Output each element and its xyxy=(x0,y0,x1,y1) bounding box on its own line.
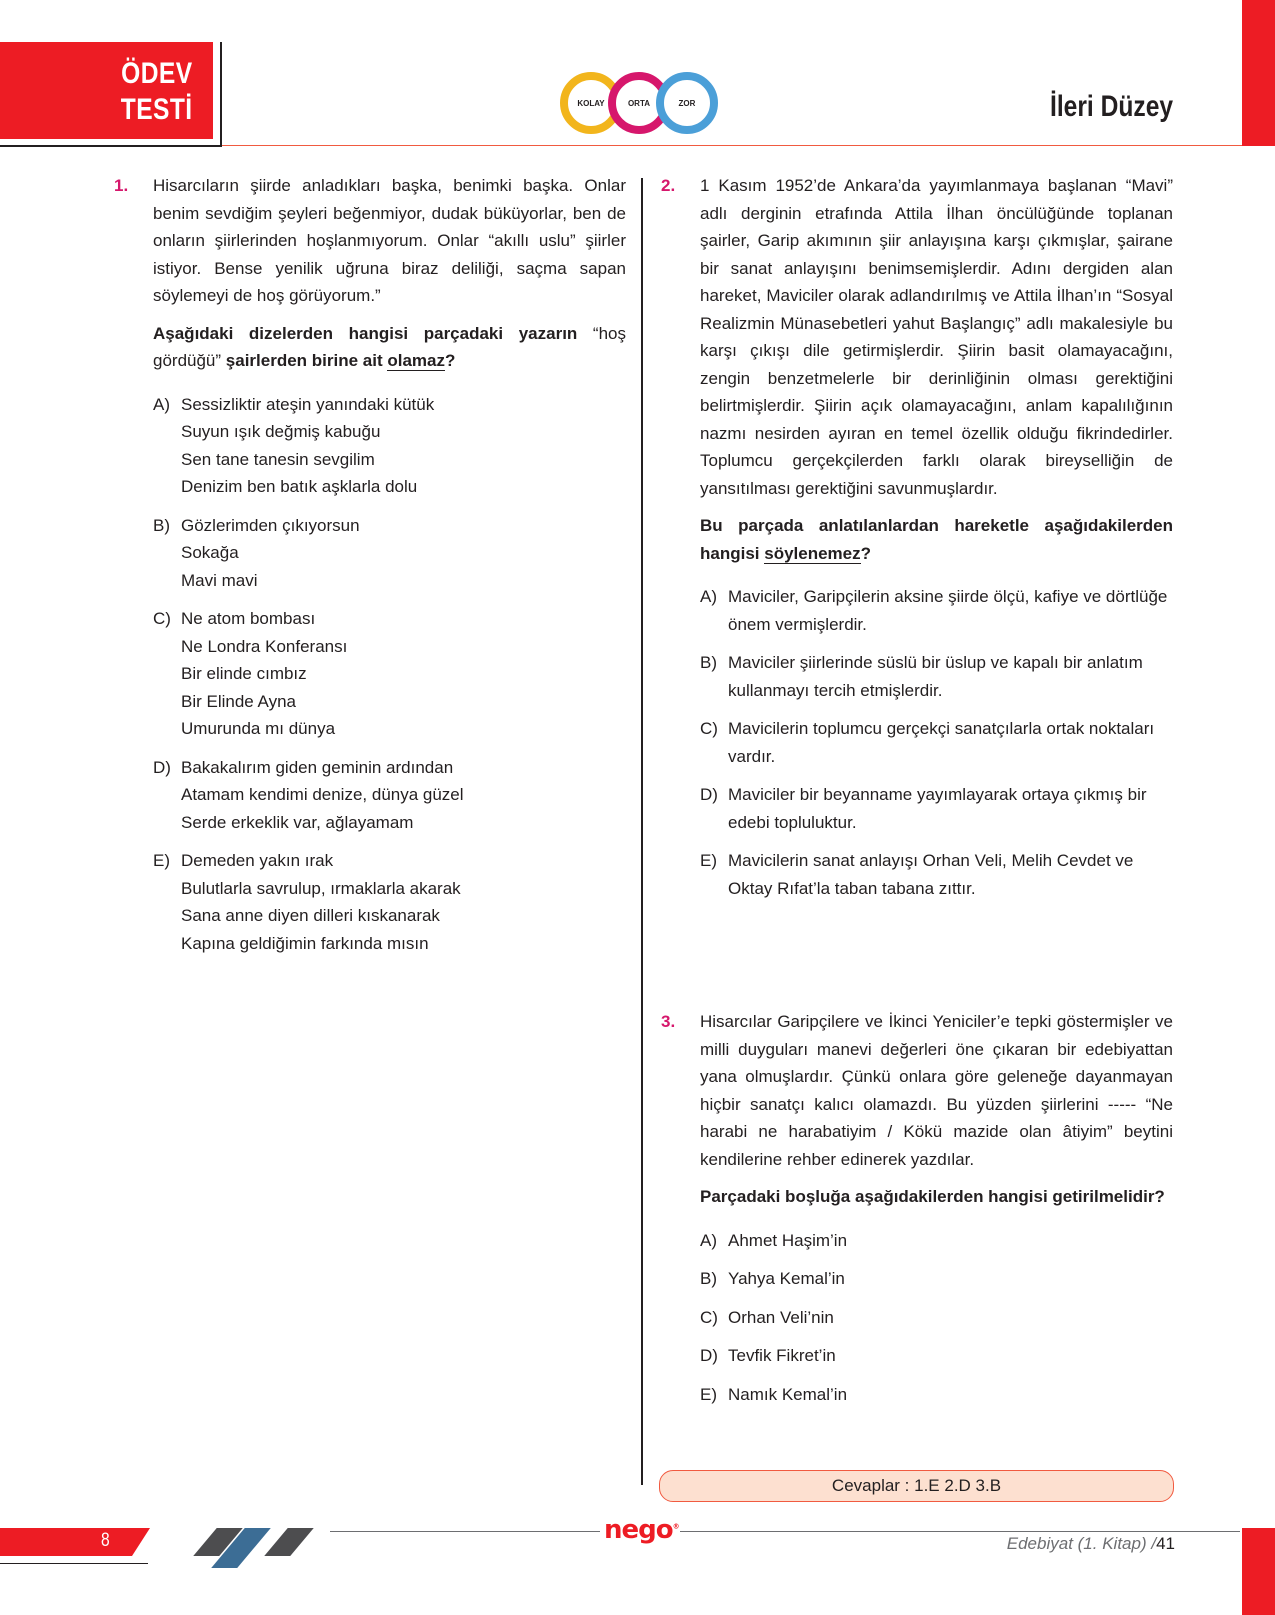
option-label: D) xyxy=(700,1346,718,1365)
option-b[interactable] xyxy=(153,512,626,595)
question-stem xyxy=(700,512,1173,567)
footer-line xyxy=(330,1531,600,1532)
option-e[interactable] xyxy=(700,847,1173,902)
option-label: E) xyxy=(700,1384,717,1404)
option-label: A) xyxy=(700,1230,717,1250)
answer-options xyxy=(153,391,626,958)
answer-options xyxy=(700,1227,1173,1409)
verse-line: Bir Elinde Ayna xyxy=(181,691,296,711)
verse-line: Sokağa xyxy=(181,543,239,562)
option-e[interactable] xyxy=(153,847,626,957)
footer-page-tab xyxy=(0,1528,150,1556)
footer-line xyxy=(680,1531,1240,1532)
question-stem xyxy=(153,320,626,375)
publisher-logo xyxy=(604,1515,679,1545)
verse-line: Mavi mavi xyxy=(181,570,258,590)
option-text: Maviciler şiirlerinde süslü bir üslup ve kapalı bir anlatım kullanmayı tercih etmişlerdir. xyxy=(728,653,1143,700)
verse-line: Sessizliktir ateşin yanındaki kütük xyxy=(181,394,435,414)
footer-rule xyxy=(0,1563,148,1564)
stem-part: ? xyxy=(444,351,456,370)
verse-line: Sana anne diyen dilleri kıskanarak xyxy=(181,906,440,925)
question-2 xyxy=(661,172,1173,913)
option-label: B) xyxy=(153,515,170,535)
stem-part: Aşağıdaki dizelerden hangisi parçadaki yazarın xyxy=(153,323,578,343)
level-kolay-icon: KOLAY xyxy=(560,72,622,134)
column-divider xyxy=(641,178,643,1485)
verse-line: Demeden yakın ırak xyxy=(181,851,334,870)
option-b[interactable] xyxy=(700,1265,1173,1293)
book-title: Edebiyat (1. Kitap) / xyxy=(1006,1534,1157,1553)
answer-options xyxy=(700,583,1173,902)
question-number: 3. xyxy=(661,1012,676,1031)
option-c[interactable] xyxy=(153,605,626,743)
option-d[interactable] xyxy=(700,781,1173,836)
option-text xyxy=(181,512,626,595)
verse-line: Ne atom bombası xyxy=(181,609,316,628)
verse-line: Umurunda mı dünya xyxy=(181,719,336,738)
test-badge xyxy=(0,42,213,139)
option-label: A) xyxy=(153,394,170,414)
option-text: Mavicilerin sanat anlayışı Orhan Veli, Melih Cevdet ve Oktay Rıfat’la taban tabana zıttır. xyxy=(728,851,1134,898)
question-1 xyxy=(114,172,626,968)
book-reference xyxy=(1007,1534,1175,1554)
verse-line: Bir elinde cımbız xyxy=(181,664,307,683)
verse-line: Serde erkeklik var, ağlayamam xyxy=(181,812,414,832)
option-label: C) xyxy=(700,719,718,738)
option-text: Maviciler, Garipçilerin aksine şiirde ölçü, kafiye ve dörtlüğe önem vermişlerdir. xyxy=(728,587,1168,634)
answer-key: Cevaplar : 1.E 2.D 3.B xyxy=(659,1470,1174,1502)
option-e[interactable] xyxy=(700,1381,1173,1409)
option-label: D) xyxy=(700,785,718,804)
difficulty-title: İleri Düzey xyxy=(1049,90,1173,123)
option-text: Namık Kemal’in xyxy=(728,1384,848,1404)
stem-part: “hoş gördüğü” xyxy=(153,323,626,370)
header-side-tab xyxy=(1242,0,1275,146)
question-passage: Hisarcıların şiirde anladıkları başka, benimki başka. Onlar benim sevdiğim şeyleri beğenmiyor, dudak büküyorlar, ben de onların şiirlerinden hoşlanmıyorum. Onlar “akıllı uslu” şiirler istiyor. Bense yenilik uğruna biraz deliliği, saçma sapan söylemeyi de hoş görüyorum.” xyxy=(153,176,626,305)
option-label: C) xyxy=(153,609,171,628)
option-label: E) xyxy=(153,851,170,870)
verse-line: Atamam kendimi denize, dünya güzel xyxy=(181,785,464,804)
option-c[interactable] xyxy=(700,1304,1173,1332)
badge-line-2: TESTİ xyxy=(121,93,193,126)
option-text: Yahya Kemal’in xyxy=(728,1269,845,1288)
header-rule-right xyxy=(222,145,1242,146)
question-passage: Hisarcılar Garipçilere ve İkinci Yeniciler’e tepki göstermişler ve milli duyguları manevi değerleri öne çıkaran bir edebiyattan yana olmuşlardır. Çünkü onlara göre geleneğe dayanmayan hiçbir sanatçı kalıcı olamazdı. Bu yüzden şiirlerini ----- “Ne harabi ne harabatiyim / Kökü mazide olan âtiyim” beytini kendilerine rehber edinerek yazdılar. xyxy=(700,1012,1173,1169)
level-zor-icon: ZOR xyxy=(656,72,718,134)
question-3 xyxy=(661,1008,1173,1419)
header-divider xyxy=(220,42,222,146)
book-page-number: 41 xyxy=(1156,1534,1175,1553)
stem-emphasis: söylenemez xyxy=(764,543,861,563)
option-b[interactable] xyxy=(700,649,1173,704)
question-number: 2. xyxy=(661,176,676,195)
footer-stripe-icon xyxy=(264,1528,313,1556)
option-text xyxy=(181,847,626,957)
badge-line-1: ÖDEV xyxy=(121,57,193,90)
option-d[interactable] xyxy=(700,1342,1173,1370)
registered-icon: ® xyxy=(672,1522,679,1531)
verse-line: Ne Londra Konferansı xyxy=(181,636,348,656)
option-text xyxy=(181,605,626,743)
option-d[interactable] xyxy=(153,754,626,837)
verse-line: Denizim ben batık aşklarla dolu xyxy=(181,477,418,496)
option-label: B) xyxy=(700,653,717,672)
option-a[interactable] xyxy=(153,391,626,501)
stem-part: Bu parçada anlatılanlardan hareketle aşağıdakilerden hangisi xyxy=(700,516,1173,563)
verse-line: Bulutlarla savrulup, ırmaklarla akarak xyxy=(181,878,461,898)
verse-line: Bakakalırım giden geminin ardından xyxy=(181,757,454,777)
option-text xyxy=(181,754,626,837)
option-c[interactable] xyxy=(700,715,1173,770)
question-passage: 1 Kasım 1952’de Ankara’da yayımlanmaya başlanan “Mavi” adlı derginin etrafında Attila İlhan öncülüğünde toplanan şairler, Garip akımının şiir anlayışına karşı çıkmışlar, şairane bir sanat anlayışını benimsemişlerdir. Adını dergiden alan hareket, Maviciler olarak adlandırılmış ve Attila İlhan’ın “Sosyal Realizmin Münasebetleri yahut Başlangıç” adlı makalesiyle bu karşı çıkışı dile getirmişlerdir. Şiirin basit olamayacağını, zengin benzetmelerle bir derinliğinin olması gerektiğini belirtmişlerdir. Şiirin açık olamayacağını, anlam kapalılığının nazmı nesirden ayıran en temel özellik olduğu fikrindedirler. Toplumcu gerçekçilerden farklı olarak bireyselliğin de yansıtılması gerektiğini savunmuşlardır. xyxy=(700,176,1173,498)
option-label: D) xyxy=(153,757,171,777)
option-text: Maviciler bir beyanname yayımlayarak ortaya çıkmış bir edebi topluluktur. xyxy=(728,785,1147,832)
option-label: A) xyxy=(700,587,717,606)
difficulty-levels-icon xyxy=(560,72,720,132)
option-label: E) xyxy=(700,851,717,870)
footer-side-tab xyxy=(1242,1528,1275,1615)
logo-text: nego xyxy=(604,1515,673,1545)
test-badge-title xyxy=(121,56,193,128)
option-text: Orhan Veli’nin xyxy=(728,1307,834,1327)
verse-line: Suyun ışık değmiş kabuğu xyxy=(181,422,381,441)
level-orta-icon: ORTA xyxy=(608,72,670,134)
question-stem: Parçadaki boşluğa aşağıdakilerden hangisi getirilmelidir? xyxy=(700,1187,1165,1206)
stem-part: ? xyxy=(860,543,872,563)
option-text: Ahmet Haşim’in xyxy=(728,1230,848,1250)
option-label: B) xyxy=(700,1269,717,1288)
stem-emphasis: olamaz xyxy=(387,351,445,370)
verse-line: Sen tane tanesin sevgilim xyxy=(181,449,375,469)
question-number: 1. xyxy=(114,176,129,195)
option-a[interactable] xyxy=(700,583,1173,638)
option-a[interactable] xyxy=(700,1227,1173,1255)
header-rule-left xyxy=(0,145,222,147)
stem-part: şairlerden birine ait xyxy=(225,351,388,370)
option-text: Tevfik Fikret’in xyxy=(728,1346,836,1365)
footer-page-number: 8 xyxy=(100,1530,110,1551)
verse-line: Kapına geldiğimin farkında mısın xyxy=(181,933,429,953)
option-text: Mavicilerin toplumcu gerçekçi sanatçılarla ortak noktaları vardır. xyxy=(728,719,1155,766)
verse-line: Gözlerimden çıkıyorsun xyxy=(181,515,360,535)
option-text xyxy=(181,391,626,501)
option-label: C) xyxy=(700,1307,718,1327)
